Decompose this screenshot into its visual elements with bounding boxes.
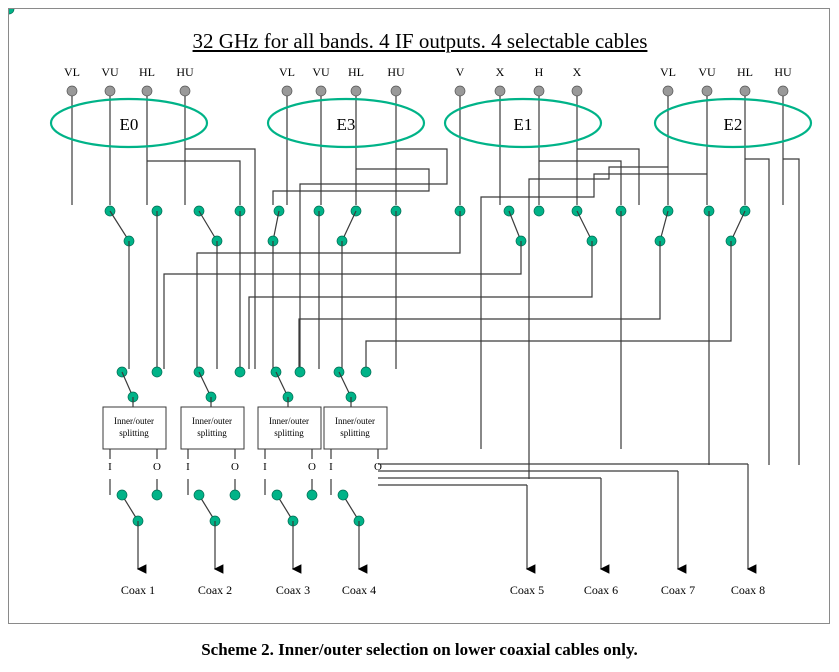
receiver-port-node[interactable] (67, 86, 77, 96)
splitter-output-label: O (308, 461, 316, 473)
splitter-output-label: O (153, 461, 161, 473)
switch-node[interactable] (230, 490, 240, 500)
splitter-label-line2: splitting (274, 428, 304, 438)
receiver-port-node[interactable] (282, 86, 292, 96)
coax-label: Coax 5 (509, 583, 545, 597)
port-label: VU (101, 65, 119, 79)
splitter-input-label: I (263, 461, 267, 473)
receiver-port-node[interactable] (351, 86, 361, 96)
port-label: H (534, 65, 544, 79)
port-label: V (455, 65, 465, 79)
receiver-port-nodes (67, 86, 788, 96)
switch-node[interactable] (295, 367, 305, 377)
receiver-name: E0 (119, 115, 139, 134)
final-switch-nodes (117, 490, 364, 526)
switch-node[interactable] (152, 367, 162, 377)
coax-label: Coax 6 (583, 583, 619, 597)
receiver-port-node[interactable] (534, 86, 544, 96)
switch-node[interactable] (534, 206, 544, 216)
port-label: VL (64, 65, 80, 79)
coax-label: Coax 3 (275, 583, 311, 597)
receiver-port-labels (64, 65, 792, 79)
splitin-stems (133, 397, 351, 407)
figure-caption: Scheme 2. Inner/outer selection on lower coaxial cables only. (201, 640, 638, 659)
splitter-input-label: I (329, 461, 333, 473)
receiver-name: E2 (723, 115, 743, 134)
splitter-input-label: I (186, 461, 190, 473)
coax-output-labels (121, 583, 765, 597)
splitter-label-line2: splitting (340, 428, 370, 438)
receiver-groups (51, 99, 811, 147)
receiver-port-node[interactable] (455, 86, 465, 96)
diagram-frame (8, 8, 830, 624)
switch-row-presplit (117, 367, 371, 377)
switch-node[interactable] (307, 490, 317, 500)
port-label: VU (312, 65, 330, 79)
routing-bus (147, 149, 799, 205)
splitter-label-line1: Inner/outer (335, 416, 375, 426)
splitter-io-stems (110, 449, 378, 459)
switch-node[interactable] (9, 9, 14, 14)
switch-node[interactable] (194, 490, 204, 500)
receiver-port-node[interactable] (495, 86, 505, 96)
splitter-label-line1: Inner/outer (192, 416, 232, 426)
coax-label: Coax 1 (120, 583, 156, 597)
receiver-port-node[interactable] (740, 86, 750, 96)
coax-output-arrows (138, 521, 748, 569)
switch-arms-upper (110, 211, 745, 241)
switch-node[interactable] (235, 367, 245, 377)
switch-row-splitin (128, 392, 356, 402)
splitter-input-label: I (108, 461, 112, 473)
schematic-svg (9, 9, 831, 625)
switch-node[interactable] (152, 490, 162, 500)
splitter-boxes (103, 407, 387, 449)
port-label: HL (139, 65, 155, 79)
receiver-name: E1 (513, 115, 533, 134)
port-label: HU (176, 65, 194, 79)
coax-label: Coax 4 (341, 583, 377, 597)
lower-bus (378, 464, 748, 554)
splitter-output-label: O (231, 461, 239, 473)
port-label: HU (774, 65, 792, 79)
switch-node[interactable] (361, 367, 371, 377)
splitter-label-line1: Inner/outer (114, 416, 154, 426)
coax-label: Coax 2 (197, 583, 233, 597)
receiver-port-node[interactable] (663, 86, 673, 96)
switch-row-second (124, 236, 736, 246)
port-label: VL (279, 65, 295, 79)
port-label: HL (737, 65, 753, 79)
port-label: HL (348, 65, 364, 79)
switch-node[interactable] (117, 490, 127, 500)
receiver-port-node[interactable] (105, 86, 115, 96)
receiver-port-node[interactable] (142, 86, 152, 96)
splitter-output-label: O (374, 461, 382, 473)
coax-label: Coax 7 (660, 583, 696, 597)
switch-node[interactable] (272, 490, 282, 500)
port-label: VU (698, 65, 716, 79)
splitter-label-line2: splitting (119, 428, 149, 438)
receiver-name: E3 (336, 115, 356, 134)
receiver-port-node[interactable] (702, 86, 712, 96)
splitter-label-line2: splitting (197, 428, 227, 438)
switch-node[interactable] (338, 490, 348, 500)
receiver-port-node[interactable] (316, 86, 326, 96)
port-label: HU (387, 65, 405, 79)
port-label: VL (660, 65, 676, 79)
splitter-io-labels (108, 461, 382, 473)
port-label: X (495, 65, 505, 79)
coax-label: Coax 8 (730, 583, 766, 597)
port-stems (72, 91, 783, 205)
receiver-port-node[interactable] (778, 86, 788, 96)
receiver-port-node[interactable] (180, 86, 190, 96)
receiver-port-node[interactable] (391, 86, 401, 96)
port-label: X (572, 65, 582, 79)
diagram-title-text: 32 GHz for all bands. 4 IF outputs. 4 selectable cables (192, 29, 648, 53)
splitter-label-line1: Inner/outer (269, 416, 309, 426)
receiver-port-node[interactable] (572, 86, 582, 96)
